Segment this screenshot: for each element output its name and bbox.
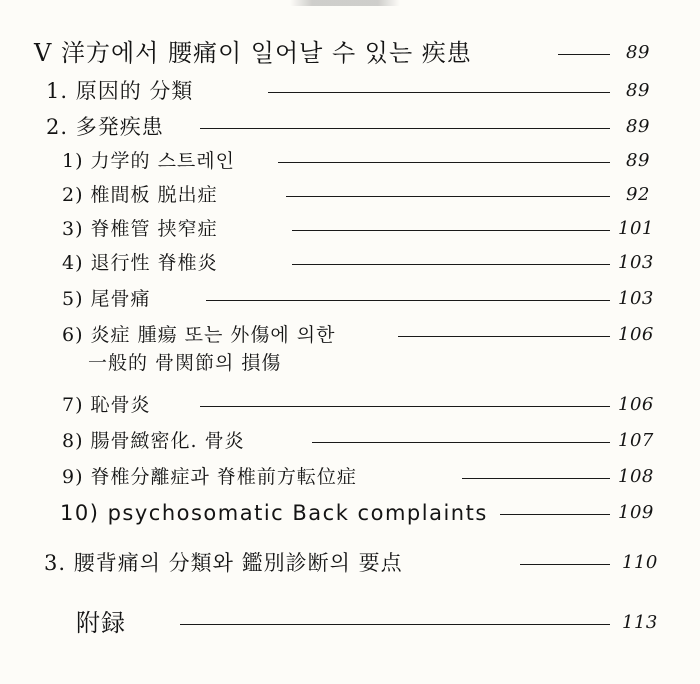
toc-label: 1. 原因的 分類 bbox=[46, 79, 194, 103]
toc-leader-line bbox=[398, 336, 610, 337]
scan-artifact bbox=[290, 0, 400, 6]
toc-page-number: 92 bbox=[626, 184, 650, 205]
toc-page-number: 107 bbox=[618, 430, 654, 451]
toc-entry[interactable] bbox=[0, 282, 700, 316]
toc-section-v[interactable] bbox=[0, 36, 700, 70]
toc-page-number: 89 bbox=[626, 150, 650, 171]
toc-entry[interactable] bbox=[0, 74, 700, 108]
toc-leader-line bbox=[286, 196, 610, 197]
toc-leader-line bbox=[200, 128, 610, 129]
toc-page-number: 106 bbox=[618, 324, 654, 345]
toc-leader-line bbox=[312, 442, 610, 443]
toc-leader-line bbox=[520, 564, 610, 565]
toc-page-number: 110 bbox=[622, 552, 658, 573]
toc-entry[interactable] bbox=[0, 246, 700, 280]
toc-leader-line bbox=[500, 514, 610, 515]
toc-page-number: 101 bbox=[618, 218, 654, 239]
toc-page-number: 89 bbox=[626, 42, 650, 63]
toc-entry[interactable] bbox=[0, 212, 700, 246]
toc-label: 附録 bbox=[76, 609, 126, 637]
toc-entry[interactable] bbox=[0, 144, 700, 178]
toc-label: 8) 腸骨緻密化. 骨炎 bbox=[62, 430, 245, 452]
toc-label: 6) 炎症 腫瘍 또는 外傷에 의한 bbox=[62, 324, 336, 346]
toc-leader-line bbox=[292, 230, 610, 231]
toc-leader-line bbox=[558, 54, 610, 55]
toc-entry[interactable] bbox=[0, 110, 700, 144]
toc-entry[interactable] bbox=[0, 318, 700, 382]
toc-leader-line bbox=[278, 162, 610, 163]
toc-entry[interactable] bbox=[0, 178, 700, 212]
toc-label: 3) 脊椎管 挟窄症 bbox=[62, 218, 218, 240]
toc-label-continuation: 一般的 骨関節의 損傷 bbox=[88, 352, 282, 374]
toc-label: 3. 腰背痛의 分類와 鑑別診断의 要点 bbox=[44, 551, 403, 575]
toc-label: 1) 力学的 스트레인 bbox=[62, 150, 235, 172]
toc-label: 5) 尾骨痛 bbox=[62, 288, 151, 310]
toc-page-number: 103 bbox=[618, 252, 654, 273]
toc-leader-line bbox=[180, 624, 610, 625]
toc-leader-line bbox=[292, 264, 610, 265]
toc-label: V 洋方에서 腰痛이 일어날 수 있는 疾患 bbox=[34, 39, 472, 67]
toc-page-number: 89 bbox=[626, 80, 650, 101]
toc-label: 2) 椎間板 脱出症 bbox=[62, 184, 218, 206]
toc-label: 10) psychosomatic Back complaints bbox=[60, 501, 488, 525]
toc-entry[interactable] bbox=[0, 460, 700, 494]
toc-entry[interactable] bbox=[0, 388, 700, 422]
toc-entry[interactable] bbox=[0, 496, 700, 530]
toc-label: 4) 退行性 脊椎炎 bbox=[62, 252, 218, 274]
toc-leader-line bbox=[462, 478, 610, 479]
toc-leader-line bbox=[206, 300, 610, 301]
toc-page-number: 103 bbox=[618, 288, 654, 309]
toc-leader-line bbox=[200, 406, 610, 407]
toc-page-number: 89 bbox=[626, 116, 650, 137]
toc-page-number: 108 bbox=[618, 466, 654, 487]
toc-label: 2. 多発疾患 bbox=[46, 115, 164, 139]
toc-entry[interactable] bbox=[0, 424, 700, 458]
toc-leader-line bbox=[268, 92, 610, 93]
toc-page-number: 113 bbox=[622, 612, 658, 633]
toc-label: 7) 恥骨炎 bbox=[62, 394, 151, 416]
toc-page-number: 106 bbox=[618, 394, 654, 415]
toc-page-number: 109 bbox=[618, 502, 654, 523]
toc-entry[interactable] bbox=[0, 546, 700, 580]
toc-entry-appendix[interactable] bbox=[0, 606, 700, 640]
toc-label: 9) 脊椎分離症과 脊椎前方転位症 bbox=[62, 466, 357, 488]
